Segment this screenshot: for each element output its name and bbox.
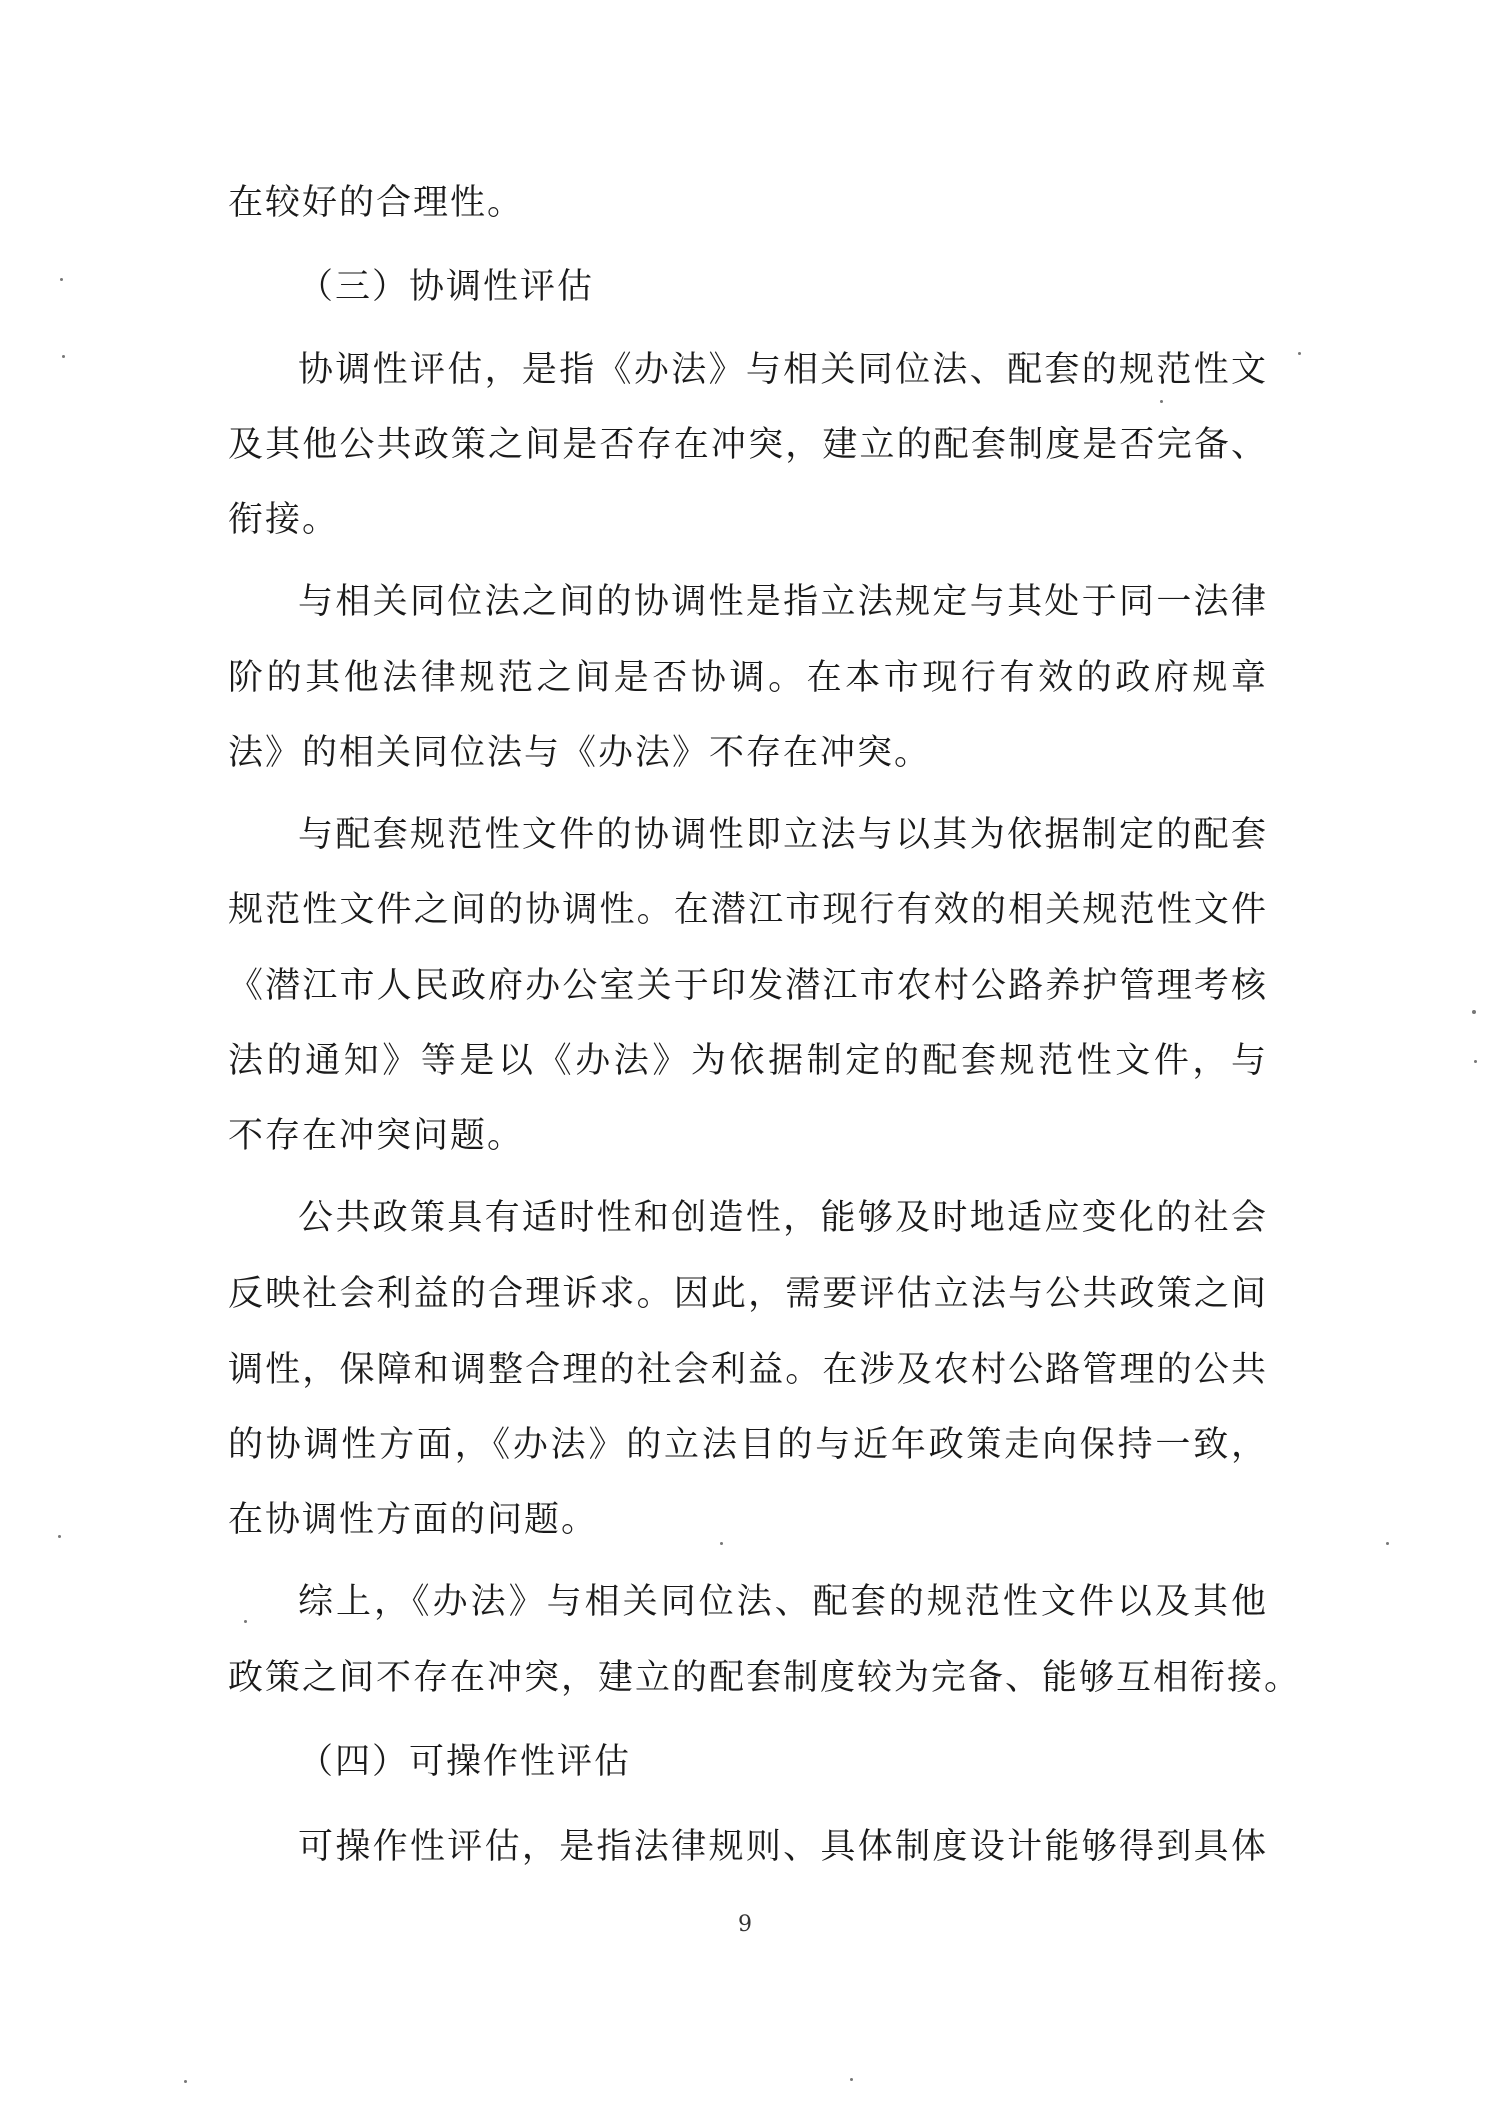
paragraph-line: 政策之间不存在冲突，建立的配套制度较为完备、能够互相衔接。 — [228, 1658, 1302, 1698]
paragraph-line: 公共政策具有适时性和创造性，能够及时地适应变化的社会 — [298, 1198, 1268, 1238]
scan-speck — [1474, 1060, 1477, 1063]
paragraph-line: 法》的相关同位法与《办法》不存在冲突。 — [228, 733, 932, 773]
paragraph-line: 反映社会利益的合理诉求。因此，需要评估立法与公共政策之间 — [228, 1274, 1268, 1314]
page-number: 9 — [738, 1912, 752, 1937]
paragraph-line: 规范性文件之间的协调性。在潜江市现行有效的相关规范性文件 — [228, 890, 1268, 930]
scan-speck — [184, 2080, 187, 2083]
paragraph-line: 与配套规范性文件的协调性即立法与以其为依据制定的配套 — [298, 815, 1268, 855]
paragraph-line: 在协调性方面的问题。 — [228, 1500, 599, 1540]
scan-speck — [1298, 352, 1301, 355]
scan-speck — [1472, 1010, 1476, 1014]
scan-speck — [720, 1542, 723, 1545]
paragraph-line: 可操作性评估，是指法律规则、具体制度设计能够得到具体 — [298, 1827, 1268, 1867]
paragraph-line: 阶的其他法律规范之间是否协调。在本市现行有效的政府规章 — [228, 658, 1268, 698]
paragraph-line: 《潜江市人民政府办公室关于印发潜江市农村公路养护管理考核 — [228, 966, 1268, 1006]
scan-speck — [1160, 400, 1163, 403]
paragraph-line: 衔接。 — [228, 500, 340, 540]
scan-speck — [62, 355, 65, 358]
paragraph-line: 法的通知》等是以《办法》为依据制定的配套规范性文件，与 — [228, 1041, 1268, 1081]
scan-speck — [244, 1620, 247, 1623]
paragraph-line: 不存在冲突问题。 — [228, 1116, 525, 1156]
section-heading: （四）可操作性评估 — [298, 1742, 632, 1782]
section-heading: （三）协调性评估 — [298, 267, 595, 307]
paragraph-line: 在较好的合理性。 — [228, 183, 525, 223]
paragraph-line: 的协调性方面，《办法》的立法目的与近年政策走向保持一致， — [228, 1425, 1268, 1465]
scan-speck — [850, 2078, 853, 2081]
paragraph-line: 及其他公共政策之间是否存在冲突，建立的配套制度是否完备、 — [228, 425, 1268, 465]
scan-speck — [1386, 1542, 1389, 1545]
paragraph-line: 与相关同位法之间的协调性是指立法规定与其处于同一法律 — [298, 582, 1268, 622]
scan-speck — [60, 278, 63, 281]
scan-speck — [58, 1535, 61, 1538]
paragraph-line: 综上，《办法》与相关同位法、配套的规范性文件以及其他 — [298, 1582, 1268, 1622]
paragraph-line: 协调性评估，是指《办法》与相关同位法、配套的规范性文 — [298, 350, 1268, 390]
paragraph-line: 调性，保障和调整合理的社会利益。在涉及农村公路管理的公共 — [228, 1350, 1268, 1390]
